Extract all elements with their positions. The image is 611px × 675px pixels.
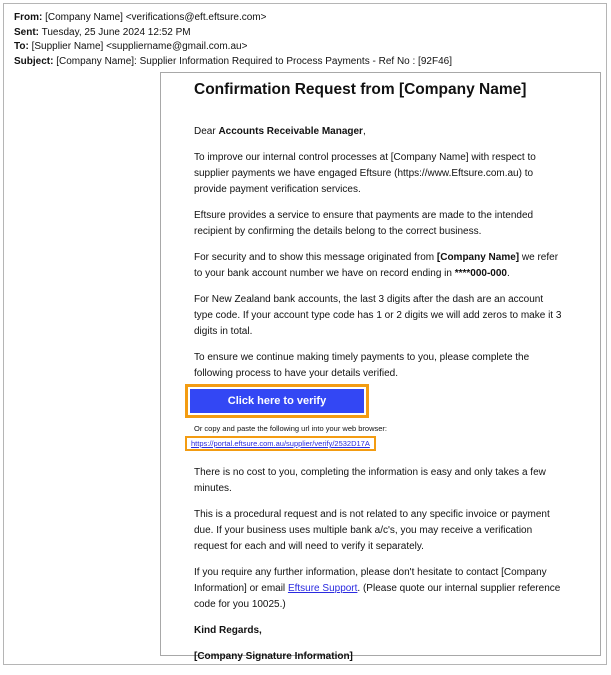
paragraph-1: To improve our internal control processes at [Company Name] with respect to supplier payments we have engaged Eftsure (https://www.Eftsure.com.au) to provide payment verification services.	[194, 152, 536, 195]
verify-button[interactable]: Click here to verify	[190, 389, 364, 413]
verify-url-highlight	[185, 436, 376, 451]
email-body	[191, 124, 562, 675]
email-body-card	[160, 72, 601, 662]
eftsure-support-link[interactable]: Eftsure Support	[287, 583, 358, 594]
paragraph-3: For security and to show this message originated from [Company Name] we refer to your bank account number we have on record ending in ****000-000.	[194, 252, 559, 279]
sent-line: Sent: Tuesday, 25 June 2024 12:52 PM	[14, 26, 191, 38]
paragraph-2: Eftsure provides a service to ensure that payments are made to the intended recipient by confirming the details belong to the correct business.	[194, 210, 534, 237]
paragraph-6: There is no cost to you, completing the information is easy and only takes a few minutes.	[194, 467, 546, 494]
from-line: From: [Company Name] <verifications@eft.eftsure.com>	[14, 12, 267, 23]
paragraph-5: To ensure we continue making timely payments to you, please complete the following process to have your details verified.	[194, 352, 530, 379]
email-title: Confirmation Request from [Company Name]	[194, 81, 527, 98]
verify-button-highlight	[185, 384, 369, 418]
email-header	[14, 11, 452, 69]
to-line: To: [Supplier Name] <suppliername@gmail.com.au>	[14, 41, 248, 52]
subject-line: Subject: [Company Name]: Supplier Information Required to Process Payments - Ref No : [92F46]	[14, 55, 452, 67]
verify-url-link[interactable]: https://portal.eftsure.com.au/supplier/verify/2532D17A	[191, 439, 370, 448]
copy-instruction: Or copy and paste the following url into your web browser:	[194, 424, 388, 433]
paragraph-4: For New Zealand bank accounts, the last 3 digits after the dash are an account type code. If your account type code has 1 or 2 digits we will add zeros to make it 3 digits in total.	[194, 294, 562, 337]
paragraph-8: If you require any further information, please don't hesitate to contact [Company Information] or email Eftsure Support. (Please quote our internal supplier reference code for you 10025.)	[194, 567, 561, 610]
greeting: Dear Accounts Receivable Manager,	[194, 126, 366, 137]
signature: [Company Signature Information]	[194, 651, 353, 662]
closing: Kind Regards,	[194, 625, 262, 636]
paragraph-7: This is a procedural request and is not related to any specific invoice or payment due. If your business uses multiple bank a/c's, you may receive a verification request for each and will need to verify it separately.	[194, 509, 550, 552]
